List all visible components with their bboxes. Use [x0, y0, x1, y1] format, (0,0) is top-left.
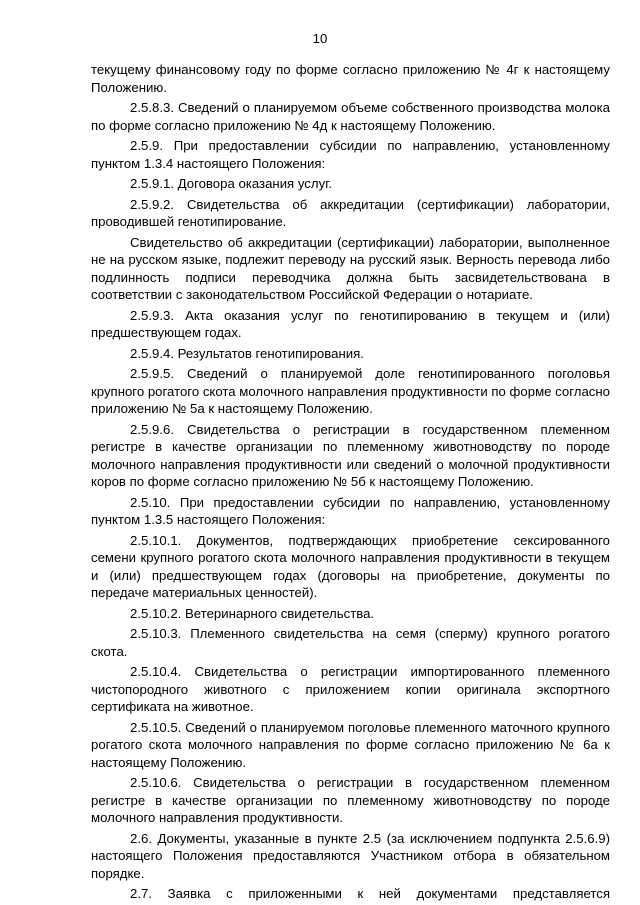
paragraph: 2.5.9. При предоставлении субсидии по направлению, установленному пунктом 1.3.4 настоящего Положения:	[91, 138, 610, 171]
paragraph: Свидетельство об аккредитации (сертификации) лаборатории, выполненное не на русском языке, подлежит переводу на русский язык. Верность перевода либо подлинность подписи переводчика должна быть засвидетельствована в соответствии с законодательством Российской Федерации о нотариате.	[91, 234, 610, 302]
paragraph: 2.5.9.2. Свидетельства об аккредитации (сертификации) лаборатории, проводившей генотипирование.	[91, 196, 610, 229]
paragraph: 2.5.9.4. Результатов генотипирования.	[130, 345, 364, 361]
paragraph: 2.5.8.3. Сведений о планируемом объеме собственного производства молока по форме согласно приложению № 4д к настоящему Положению.	[91, 100, 610, 133]
paragraph: 2.5.10.4. Свидетельства о регистрации импортированного племенного чистопородного животного с приложением копии оригинала экспортного сертификата на животное.	[91, 664, 610, 714]
paragraph: 2.5.10. При предоставлении субсидии по направлению, установленному пунктом 1.3.5 настоящего Положения:	[91, 494, 610, 527]
paragraph: 2.5.10.5. Сведений о планируемом поголовье племенного маточного крупного рогатого скота молочного направления по форме согласно приложению № 6а к настоящему Положению.	[91, 719, 610, 770]
paragraph: 2.5.10.3. Племенного свидетельства на семя (сперму) крупного рогатого скота.	[91, 626, 610, 659]
paragraph: 2.5.9.3. Акта оказания услуг по генотипированию в текущем и (или) предшествующем годах.	[91, 307, 610, 340]
paragraph: 2.5.9.6. Свидетельства о регистрации в государственном племенном регистре в качестве организации по племенному животноводству по породе молочного направления продуктивности или сведений о молочной продуктивности коров по форме согласно приложению № 5б к настоящему Положению.	[91, 421, 610, 489]
paragraph: 2.5.10.6. Свидетельства о регистрации в государственном племенном регистре в качестве организации по племенному животноводству по породе молочного направления продуктивности.	[91, 775, 610, 825]
paragraph: 2.5.10.2. Ветеринарного свидетельства.	[130, 605, 375, 621]
paragraph: 2.7. Заявка с приложенными к ней документами представляется	[130, 886, 610, 901]
page-number: 10	[312, 31, 328, 46]
paragraph: 2.5.10.1. Документов, подтверждающих приобретение сексированного семени крупного рогатого скота молочного направления продуктивности в текущем и (или) предшествующем годах (договоры на приобретение, документы по передаче материальных ценностей).	[91, 532, 610, 600]
paragraph: 2.5.9.5. Сведений о планируемой доле генотипированного поголовья крупного рогатого скота молочного направления продуктивности по форме согласно приложению № 5а к настоящему Положению.	[91, 366, 610, 416]
paragraph: 2.6. Документы, указанные в пункте 2.5 (за исключением подпункта 2.5.6.9) настоящего Положения предоставляются Участником отбора в обязательном порядке.	[91, 830, 610, 881]
paragraph: текущему финансовому году по форме согласно приложению № 4г к настоящему Положению.	[91, 62, 610, 95]
document-body	[91, 61, 610, 903]
paragraph: 2.5.9.1. Договора оказания услуг.	[130, 176, 333, 191]
